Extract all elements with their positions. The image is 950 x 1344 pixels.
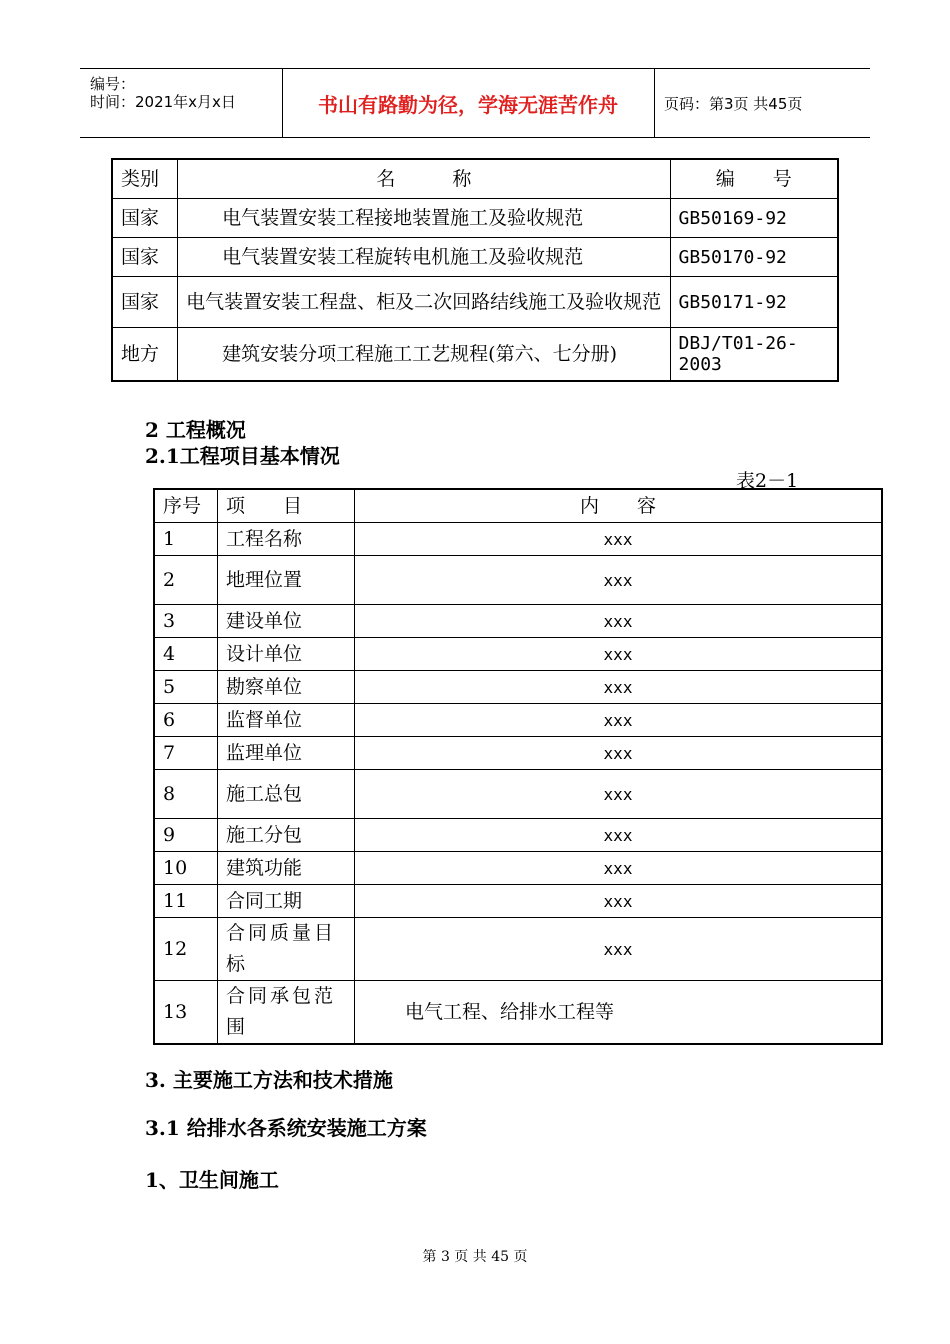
table-row <box>154 704 882 737</box>
row-no: 8 <box>154 770 218 819</box>
table-row <box>154 852 882 885</box>
row-code: GB50169-92 <box>670 199 838 238</box>
row-no: 6 <box>154 704 218 737</box>
row-no: 3 <box>154 605 218 638</box>
header-meta <box>80 69 283 137</box>
header-code: 编 号 <box>670 159 838 199</box>
table-row <box>154 605 882 638</box>
row-item: 施工总包 <box>218 770 355 819</box>
header-item: 项 目 <box>218 489 355 523</box>
table-number: 表2－1 <box>736 470 799 492</box>
table-row <box>112 199 838 238</box>
table-row <box>112 238 838 277</box>
row-name: 建筑安装分项工程施工工艺规程(第六、七分册) <box>178 328 670 382</box>
row-item: 合同承包范围 <box>218 981 355 1045</box>
row-name: 电气装置安装工程接地装置施工及验收规范 <box>178 199 670 238</box>
header-motto: 书山有路勤为径，学海无涯苦作舟 <box>282 69 655 137</box>
section-2-title: 2 工程概况 <box>145 418 246 442</box>
table-row <box>112 328 838 382</box>
row-item: 合同工期 <box>218 885 355 918</box>
row-item: 建设单位 <box>218 605 355 638</box>
time-label: 时间：2021年x月x日 <box>90 93 236 111</box>
row-content: xxx <box>355 737 883 770</box>
table-row <box>154 770 882 819</box>
row-no: 9 <box>154 819 218 852</box>
row-no: 13 <box>154 981 218 1045</box>
table-row <box>112 277 838 328</box>
table-row <box>154 918 882 981</box>
row-no: 10 <box>154 852 218 885</box>
row-category: 地方 <box>112 328 178 382</box>
table-row <box>154 556 882 605</box>
row-no: 2 <box>154 556 218 605</box>
header-name: 名 称 <box>178 159 670 199</box>
row-content: xxx <box>355 556 883 605</box>
row-content: xxx <box>355 819 883 852</box>
section-3-title: 3. 主要施工方法和技术措施 <box>145 1068 393 1092</box>
row-item: 监督单位 <box>218 704 355 737</box>
header-page-info: 页码：第3页 共45页 <box>664 94 803 113</box>
row-content: xxx <box>355 770 883 819</box>
row-content: xxx <box>355 704 883 737</box>
section-3-1-title: 3.1 给排水各系统安装施工方案 <box>145 1116 427 1140</box>
item-1-title: 1、卫生间施工 <box>145 1168 279 1192</box>
row-item: 施工分包 <box>218 819 355 852</box>
row-item: 建筑功能 <box>218 852 355 885</box>
row-content: xxx <box>355 918 883 981</box>
row-content: xxx <box>355 638 883 671</box>
row-content: 电气工程、给排水工程等 <box>355 981 883 1045</box>
page-header <box>80 68 870 138</box>
row-item: 地理位置 <box>218 556 355 605</box>
row-no: 12 <box>154 918 218 981</box>
row-content: xxx <box>355 523 883 556</box>
row-no: 11 <box>154 885 218 918</box>
row-category: 国家 <box>112 199 178 238</box>
page-footer: 第 3 页 共 45 页 <box>422 1249 528 1265</box>
row-item: 勘察单位 <box>218 671 355 704</box>
code-label: 编号： <box>90 75 136 93</box>
row-no: 4 <box>154 638 218 671</box>
standards-table <box>111 158 839 382</box>
row-item: 合同质量目标 <box>218 918 355 981</box>
header-no: 序号 <box>154 489 218 523</box>
row-no: 1 <box>154 523 218 556</box>
table-row <box>154 819 882 852</box>
row-item: 工程名称 <box>218 523 355 556</box>
row-name: 电气装置安装工程旋转电机施工及验收规范 <box>178 238 670 277</box>
table-row <box>154 737 882 770</box>
table-header-row <box>154 489 882 523</box>
table-row <box>154 671 882 704</box>
project-info-table <box>153 488 883 1045</box>
header-content: 内 容 <box>355 489 883 523</box>
row-name: 电气装置安装工程盘、柜及二次回路结线施工及验收规范 <box>178 277 670 328</box>
row-category: 国家 <box>112 277 178 328</box>
row-item: 监理单位 <box>218 737 355 770</box>
row-no: 5 <box>154 671 218 704</box>
table-row <box>154 885 882 918</box>
row-content: xxx <box>355 852 883 885</box>
header-category: 类别 <box>112 159 178 199</box>
table-header-row <box>112 159 838 199</box>
table-row <box>154 981 882 1045</box>
row-category: 国家 <box>112 238 178 277</box>
table-row <box>154 523 882 556</box>
row-item: 设计单位 <box>218 638 355 671</box>
row-content: xxx <box>355 605 883 638</box>
row-code: DBJ/T01-26-2003 <box>670 328 838 382</box>
row-no: 7 <box>154 737 218 770</box>
section-2-1-title: 2.1工程项目基本情况 <box>145 444 340 468</box>
row-code: GB50171-92 <box>670 277 838 328</box>
row-code: GB50170-92 <box>670 238 838 277</box>
row-content: xxx <box>355 671 883 704</box>
table-row <box>154 638 882 671</box>
row-content: xxx <box>355 885 883 918</box>
